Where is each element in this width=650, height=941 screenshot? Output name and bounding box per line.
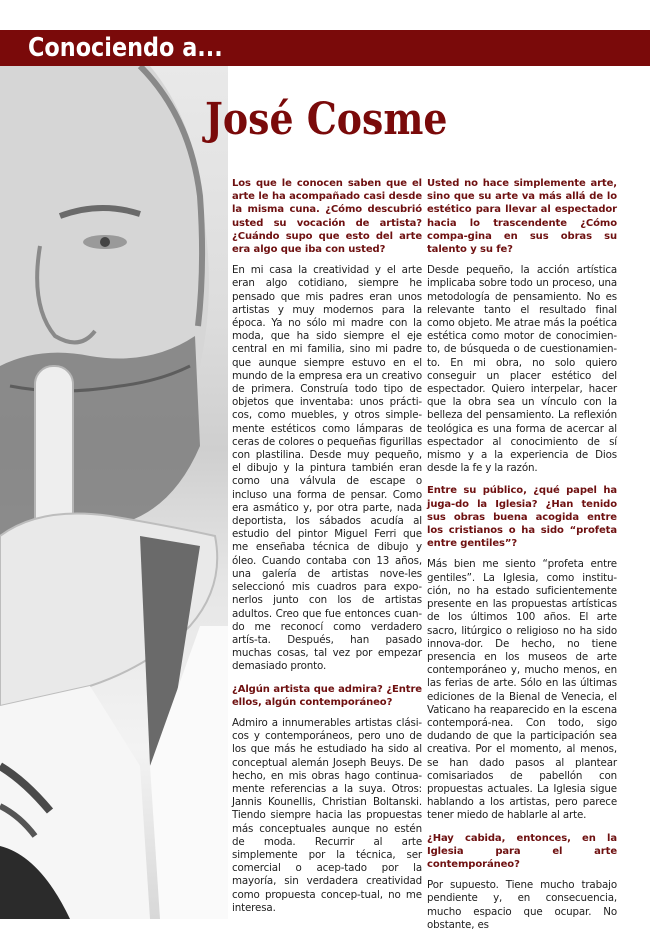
- interview-question: Usted no hace simplemente arte, sino que su arte va más allá de lo estético para llevar al espectador hacia lo trascendente ¿Cómo compa-gina en sus obras su talento y su fe?: [427, 178, 617, 256]
- interview-question: Los que le conocen saben que el arte le ha acompañado casi desde la misma cuna. ¿Cómo descubrió usted su vocación de artista? ¿Cuándo supo que esto del arte era algo que iba con usted?: [232, 178, 422, 256]
- section-title: Conociendo a...: [28, 33, 223, 63]
- interview-answer: En mi casa la creatividad y el arte eran algo cotidiano, siempre he pensado que mis padres eran unos artistas y muy modernos para la época. Ya no sólo mi madre con la moda, que ha sido siempre el eje central en mi familia, sino mi padre que aunque siempre estuvo en el mundo de la empresa era un creativo de primera. Construía todo tipo de objetos que inventaba: unos prácti-cos, como muebles, y otros simple-mente estéticos como lámparas de ceras de colores o pequeñas figurillas con plastilina. Desde muy pequeño, el dibujo y la pintura también eran como una válvula de escape o incluso una forma de pensar. Como era asmático y, por otra parte, nada deportista, los sábados acudía al estudio del pintor Miguel Ferri que me enseñaba técnica de dibujo y óleo. Cuando contaba con 13 años, una galería de artistas nove-les seleccionó mis cuadros para expo-nerlos junto con los de artistas adultos. Creo que fue entonces cuan-do me reconocí como verdadero artís-ta. Después, han pasado muchas cosas, tal vez por empezar demasiado pronto.: [232, 264, 422, 673]
- article-title: José Cosme: [205, 94, 448, 145]
- portrait-photo: [0, 66, 228, 919]
- interview-question: ¿Hay cabida, entonces, en la Iglesia para el arte contemporáneo?: [427, 832, 617, 870]
- interview-question: ¿Algún artista que admira? ¿Entre ellos, algún contemporáneo?: [232, 683, 422, 708]
- interview-answer: Más bien me siento “profeta entre gentiles”. La Iglesia, como institu-ción, no ha estado suficientemente presente en las propuestas artísticas de los últimos 100 años. El arte sacro, litúrgico o religioso no ha sido innova-dor. De hecho, no tiene presencia en los museos de arte contemporáneo y, mucho menos, en las ferias de arte. Sólo en las últimas ediciones de la Bienal de Venecia, el Vaticano ha reaparecido en la escena contemporá-nea. Con todo, sigo dudando de que la participación sea creativa. Por el momento, al menos, se han dado pasos al plantear comisariados de pabellón con propuestas actuales. La Iglesia sigue hablando a los artistas, pero parece tener miedo de hablarle al arte.: [427, 558, 617, 822]
- article-column-left: [232, 177, 422, 924]
- interview-question: Entre su público, ¿qué papel ha juga-do la Iglesia? ¿Han tenido sus obras buena acogida entre los cristianos o ha sido “profeta entre gentiles”?: [427, 485, 617, 550]
- interview-answer: Desde pequeño, la acción artística implicaba sobre todo un proceso, una metodología de pensamiento. No es relevante tanto el resultado final como objeto. Me atrae más la poética estética como motor de conocimien-to, de búsqueda o de cuestionamien-to. En mi obra, no solo quiero conseguir un placer estético del espectador. Quiero interpelar, hacer que la obra sea un vínculo con la belleza del pensamiento. La reflexión teológica es una forma de acercar al espectador al conocimiento de sí mismo y a la experiencia de Dios desde la fe y la razón.: [427, 264, 617, 475]
- article-column-right: [427, 177, 617, 941]
- section-header-bar: [0, 30, 650, 66]
- interview-answer: Por supuesto. Tiene mucho trabajo pendiente y, en consecuencia, mucho espacio que ocupar. No obstante, es: [427, 879, 617, 931]
- interview-answer: Admiro a innumerables artistas clási-cos y contemporáneos, pero uno de los que más he estudiado ha sido al conceptual alemán Joseph Beuys. De hecho, en mis obras hago continua-mente referencias a la suya. Otros: Jannis Kounellis, Christian Boltanski. Tiendo siempre hacia las propuestas más conceptuales aunque no estén de moda. Recurrir al arte simplemente por la técnica, ser comercial o acep-tado por la mayoría, sin verdadera creatividad como propuesta concep-tual, no me interesa.: [232, 716, 422, 914]
- portrait-illustration-icon: [0, 66, 228, 919]
